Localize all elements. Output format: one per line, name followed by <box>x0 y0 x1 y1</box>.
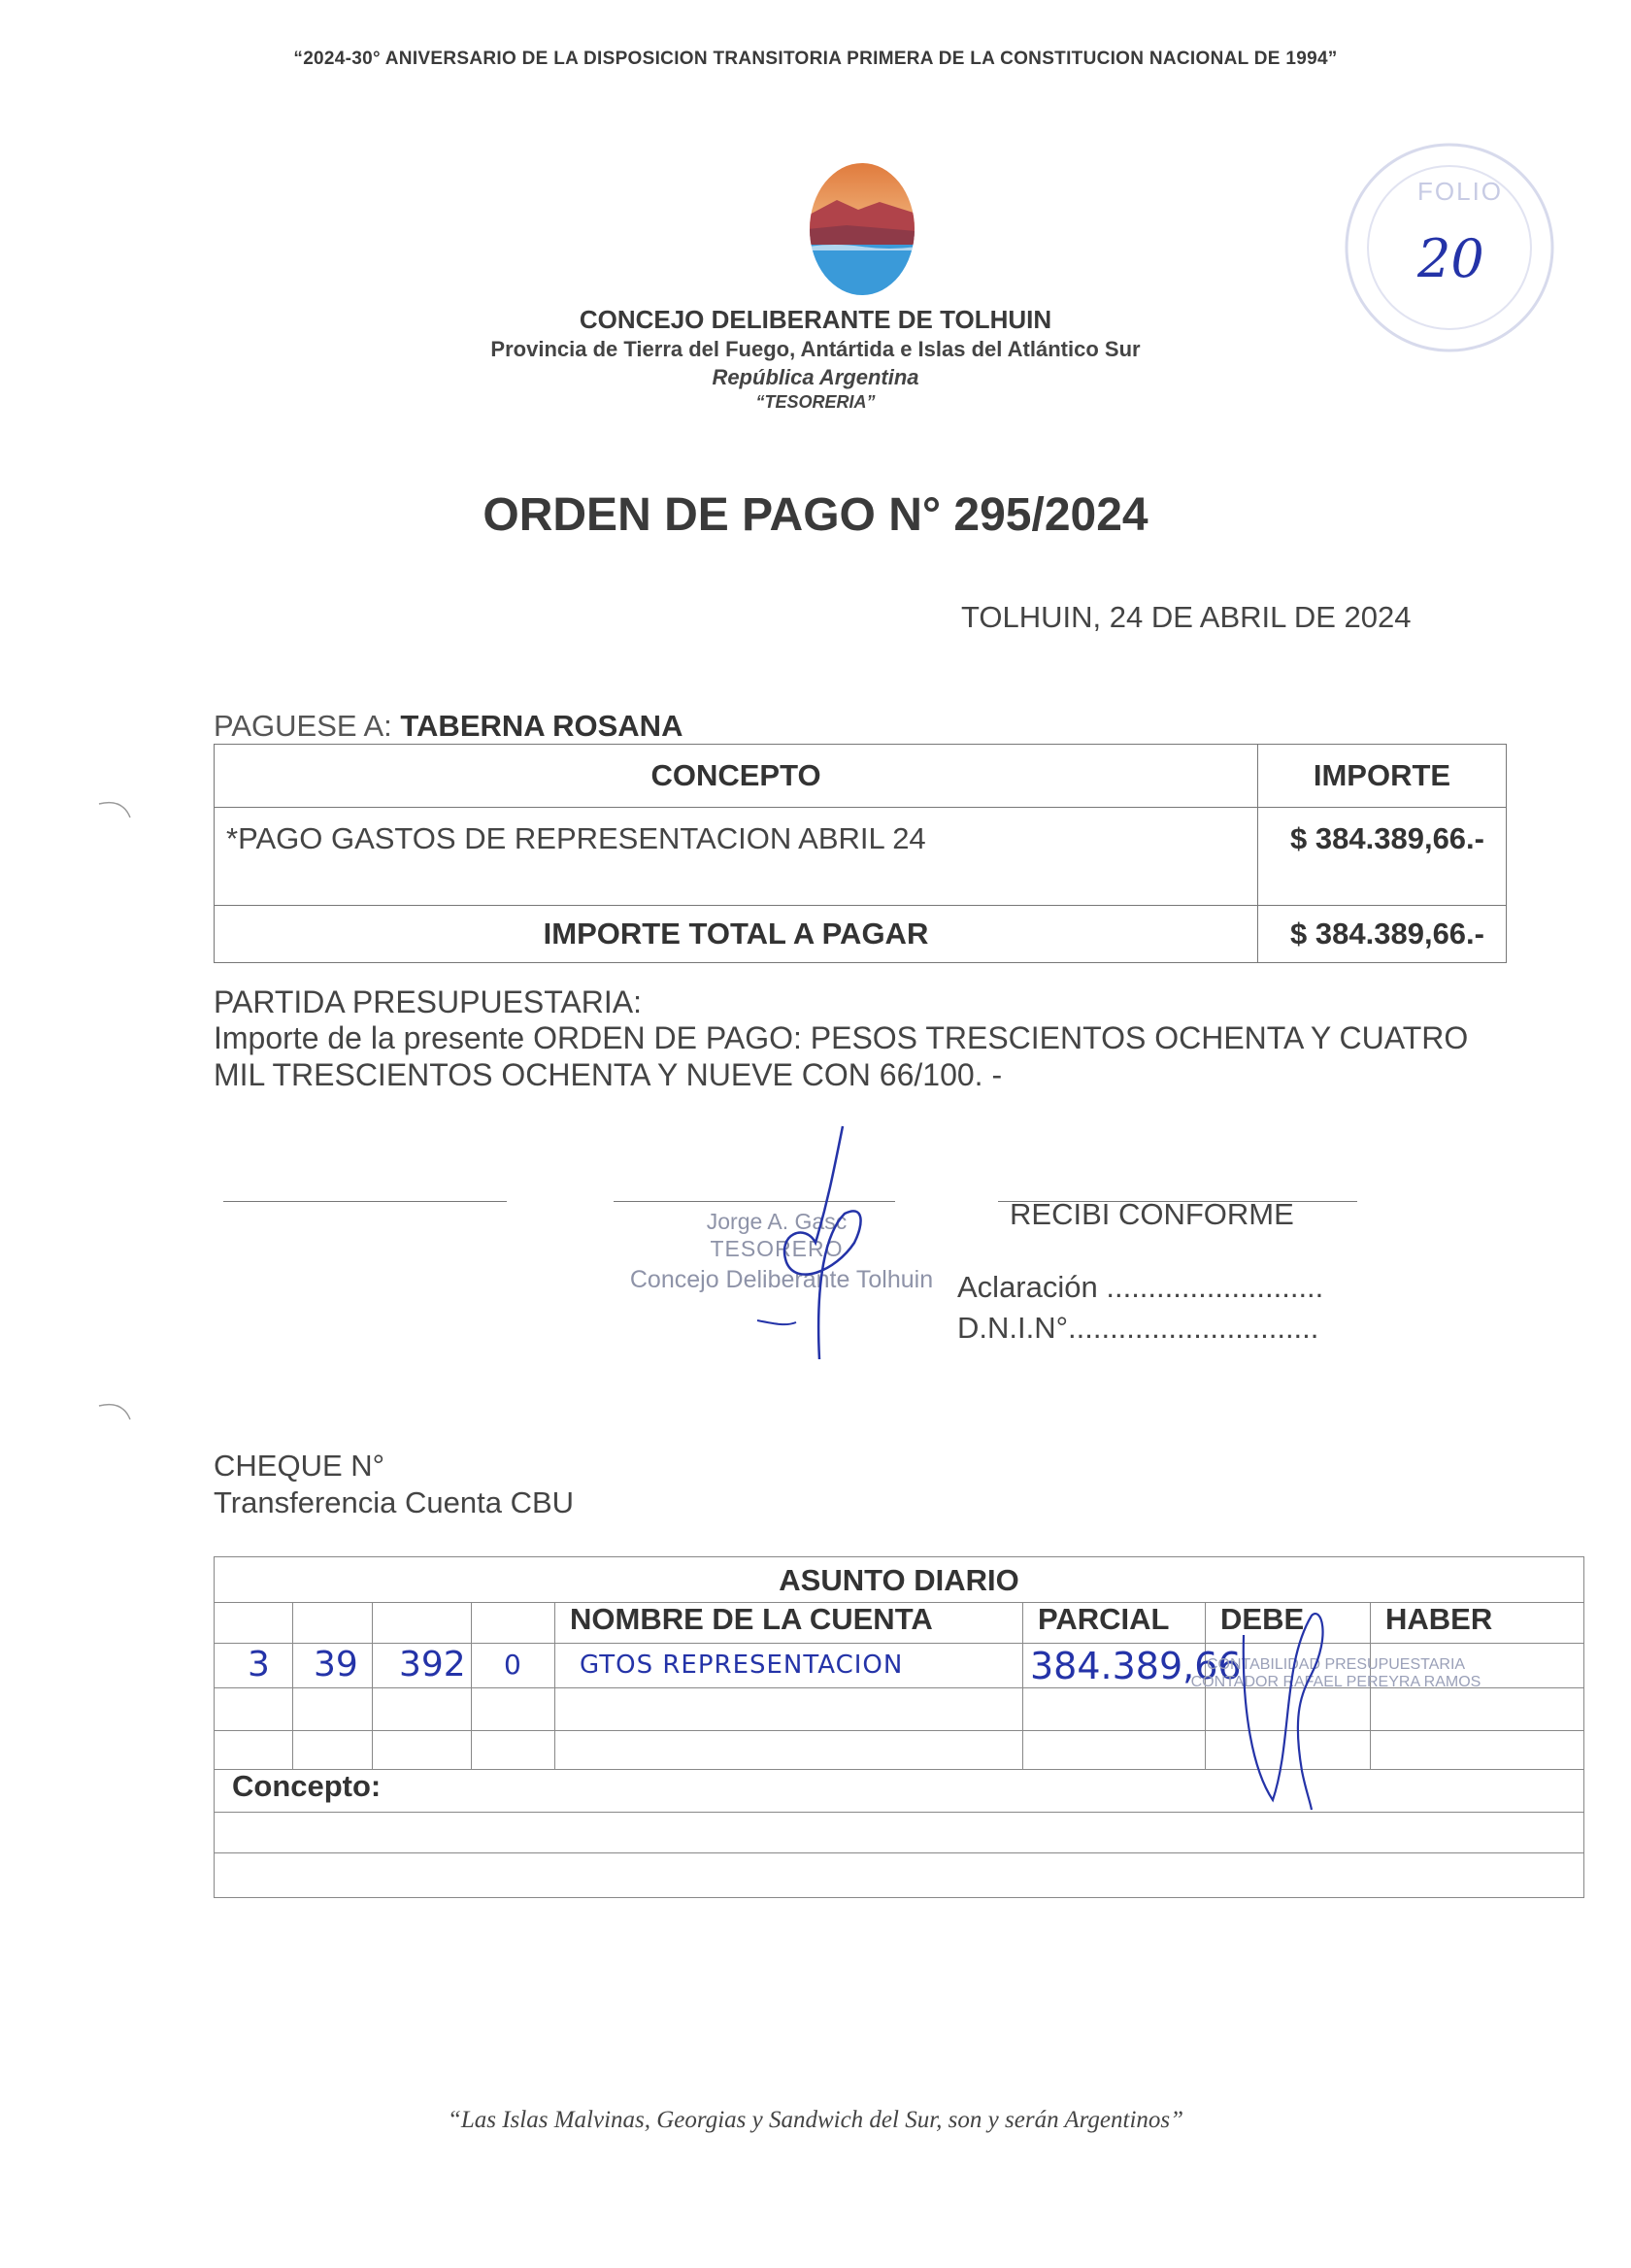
concept-cell: *PAGO GASTOS DE REPRESENTACION ABRIL 24 <box>215 808 1258 906</box>
accounting-stamp-line2: CONTADOR RAFAEL PEREYRA RAMOS <box>1190 1674 1481 1690</box>
amount-header: IMPORTE <box>1258 745 1507 808</box>
table-row <box>215 808 1507 906</box>
ledger-column-rule <box>1022 1602 1023 1769</box>
handwritten-account: GTOS REPRESENTACION <box>580 1651 904 1680</box>
treasurer-role: TESORERO <box>710 1236 844 1261</box>
punch-mark-icon <box>97 1398 136 1437</box>
date-line: TOLHUIN, 24 DE ABRIL DE 2024 <box>961 600 1412 634</box>
clarification-field: Aclaración .......................... <box>957 1270 1324 1304</box>
handwritten-code-1: 3 <box>248 1645 270 1684</box>
folio-label: FOLIO <box>1417 177 1504 206</box>
payee-name: TABERNA ROSANA <box>400 709 683 743</box>
amount-in-words: Importe de la presente ORDEN DE PAGO: PESOS TRESCIENTOS OCHENTA Y CUATRO MIL TRESCIENTOS OCHENTA Y NUEVE CON 66/100. - <box>214 1020 1469 1092</box>
handwritten-partial: 384.389,66 <box>1030 1645 1242 1687</box>
punch-mark-icon <box>97 796 136 835</box>
ledger-rule <box>215 1643 1583 1644</box>
org-name: CONCEJO DELIBERANTE DE TOLHUIN <box>579 305 1052 334</box>
account-name-header: NOMBRE DE LA CUENTA <box>570 1602 933 1636</box>
treasurer-org: Concejo Deliberante Tolhuin <box>629 1266 934 1293</box>
ledger-rule <box>215 1769 1583 1770</box>
amount-cell: $ 384.389,66.- <box>1258 808 1507 906</box>
credit-header: HABER <box>1385 1602 1493 1636</box>
treasurer-name: Jorge A. Gasc <box>706 1209 848 1234</box>
footer-motto: “Las Islas Malvinas, Georgias y Sandwich del Sur, son y serán Argentinos” <box>447 2107 1184 2133</box>
dni-field: D.N.I.N°.............................. <box>957 1311 1319 1345</box>
handwritten-code-3: 392 <box>399 1645 466 1684</box>
received-label: RECIBI CONFORME <box>1010 1197 1294 1231</box>
accountant-signature-icon <box>1224 1577 1360 1819</box>
concept-header: CONCEPTO <box>215 745 1258 808</box>
debit-header: DEBE <box>1220 1602 1305 1636</box>
ledger-rule <box>215 1730 1583 1731</box>
org-province: Provincia de Tierra del Fuego, Antártida e Islas del Atlántico Sur <box>490 337 1141 361</box>
payment-table-header <box>215 745 1507 808</box>
payee-label: PAGUESE A: <box>214 709 392 743</box>
folio-number: 20 <box>1417 228 1484 289</box>
total-amount: $ 384.389,66.- <box>1258 906 1507 963</box>
ledger-title: ASUNTO DIARIO <box>779 1563 1019 1597</box>
handwritten-code-2: 39 <box>314 1645 358 1684</box>
document-title: ORDEN DE PAGO N° 295/2024 <box>483 489 1148 541</box>
payment-table <box>214 744 1507 963</box>
payee-line <box>214 709 682 744</box>
signature-line-1 <box>223 1201 507 1202</box>
cheque-label: CHEQUE N° <box>214 1449 385 1483</box>
ledger-column-rule <box>471 1602 472 1769</box>
accounting-stamp-line1: CONTABILIDAD PRESUPUESTARIA <box>1206 1656 1466 1673</box>
ledger-concept-label: Concepto: <box>232 1769 382 1803</box>
council-logo <box>808 161 916 297</box>
ledger-column-rule <box>554 1602 555 1769</box>
ledger-column-rule <box>372 1602 373 1769</box>
anniversary-banner: “2024-30° ANIVERSARIO DE LA DISPOSICION TRANSITORIA PRIMERA DE LA CONSTITUCION NACIONAL DE 1994” <box>293 49 1338 69</box>
ledger-rule <box>215 1852 1583 1853</box>
org-department: “TESORERIA” <box>755 392 876 412</box>
ledger-rule <box>215 1812 1583 1813</box>
total-label: IMPORTE TOTAL A PAGAR <box>215 906 1258 963</box>
partial-header: PARCIAL <box>1038 1602 1170 1636</box>
total-row <box>215 906 1507 963</box>
transfer-label: Transferencia Cuenta CBU <box>214 1485 575 1519</box>
treasurer-signature-icon <box>718 1117 932 1369</box>
journal-ledger <box>214 1556 1584 1898</box>
org-country: República Argentina <box>712 365 919 389</box>
ledger-column-rule <box>292 1602 293 1769</box>
budget-label: PARTIDA PRESUPUESTARIA: <box>214 984 642 1019</box>
handwritten-code-4: 0 <box>504 1649 521 1681</box>
